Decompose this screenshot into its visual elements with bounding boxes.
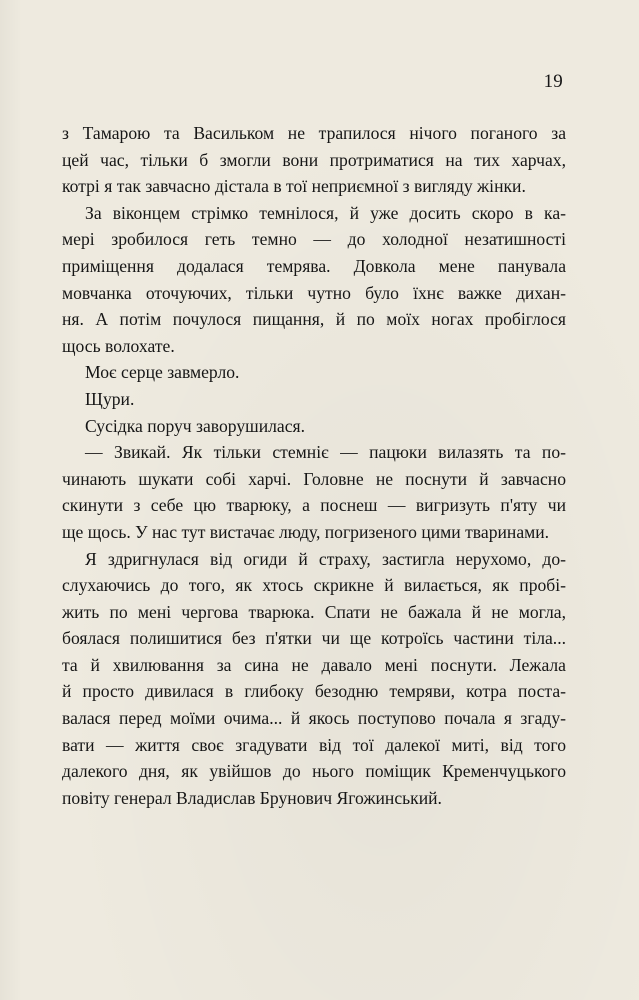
text-line: — Звикай. Як тільки стемніє — пацюки вилазять та по- (85, 442, 566, 463)
text-line: мері зробилося геть темно — до холодної незатишності (62, 229, 566, 250)
text-line: скинути з себе цю тварюку, а поснеш — вигризуть п'яту чи (62, 495, 566, 516)
text-line: Сусідка поруч заворушилася. (85, 415, 306, 436)
text-line: щось волохате. (62, 335, 175, 356)
page-number: 19 (543, 71, 563, 92)
text-line: Щури. (85, 388, 135, 409)
text-line: котрі я так завчасно дістала в тої неприємної з вигляду жінки. (62, 176, 526, 197)
text-line: далекого дня, як увійшов до нього поміщик Кременчуцького (62, 761, 566, 782)
text-line: вати — життя своє згадувати від тої далекої миті, від того (62, 734, 566, 755)
text-line: приміщення додалася темрява. Довкола мене панувала (62, 255, 566, 276)
text-line: чинають шукати собі харчі. Головне не поснути й завчасно (62, 468, 566, 489)
text-line: повіту генерал Владислав Брунович Ягожинський. (62, 787, 442, 808)
text-line: та й хвилювання за сина не давало мені поснути. Лежала (62, 654, 566, 675)
text-line: Моє серце завмерло. (85, 362, 240, 383)
text-line: жить по мені чергова тварюка. Спати не бажала й не могла, (62, 601, 566, 622)
text-line: ще щось. У нас тут вистачає люду, погризеного цими тваринами. (62, 521, 550, 542)
text-line: Я здригнулася від огиди й страху, застигла нерухомо, до- (85, 548, 566, 569)
text-line: цей час, тільки б змогли вони протриматися на тих харчах, (62, 149, 566, 170)
page-text (62, 120, 566, 811)
text-line: валася перед моїми очима... й якось поступово почала я згаду- (62, 708, 566, 729)
text-line: й просто дивилася в глибоку безодню темряви, котра поста- (62, 681, 566, 702)
text-line: ня. А потім почулося пищання, й по моїх ногах пробіглося (62, 309, 566, 330)
text-line: мовчанка оточуючих, тільки чутно було їхнє важке дихан- (62, 282, 566, 303)
text-line: слухаючись до того, як хтось скрикне й вилається, як пробі- (62, 575, 566, 596)
text-line: боялася полишитися без п'ятки чи ще котроїсь частини тіла... (62, 628, 566, 649)
text-line: з Тамарою та Васильком не трапилося нічого поганого за (62, 123, 566, 143)
text-line: За віконцем стрімко темнілося, й уже досить скоро в ка- (85, 202, 566, 223)
